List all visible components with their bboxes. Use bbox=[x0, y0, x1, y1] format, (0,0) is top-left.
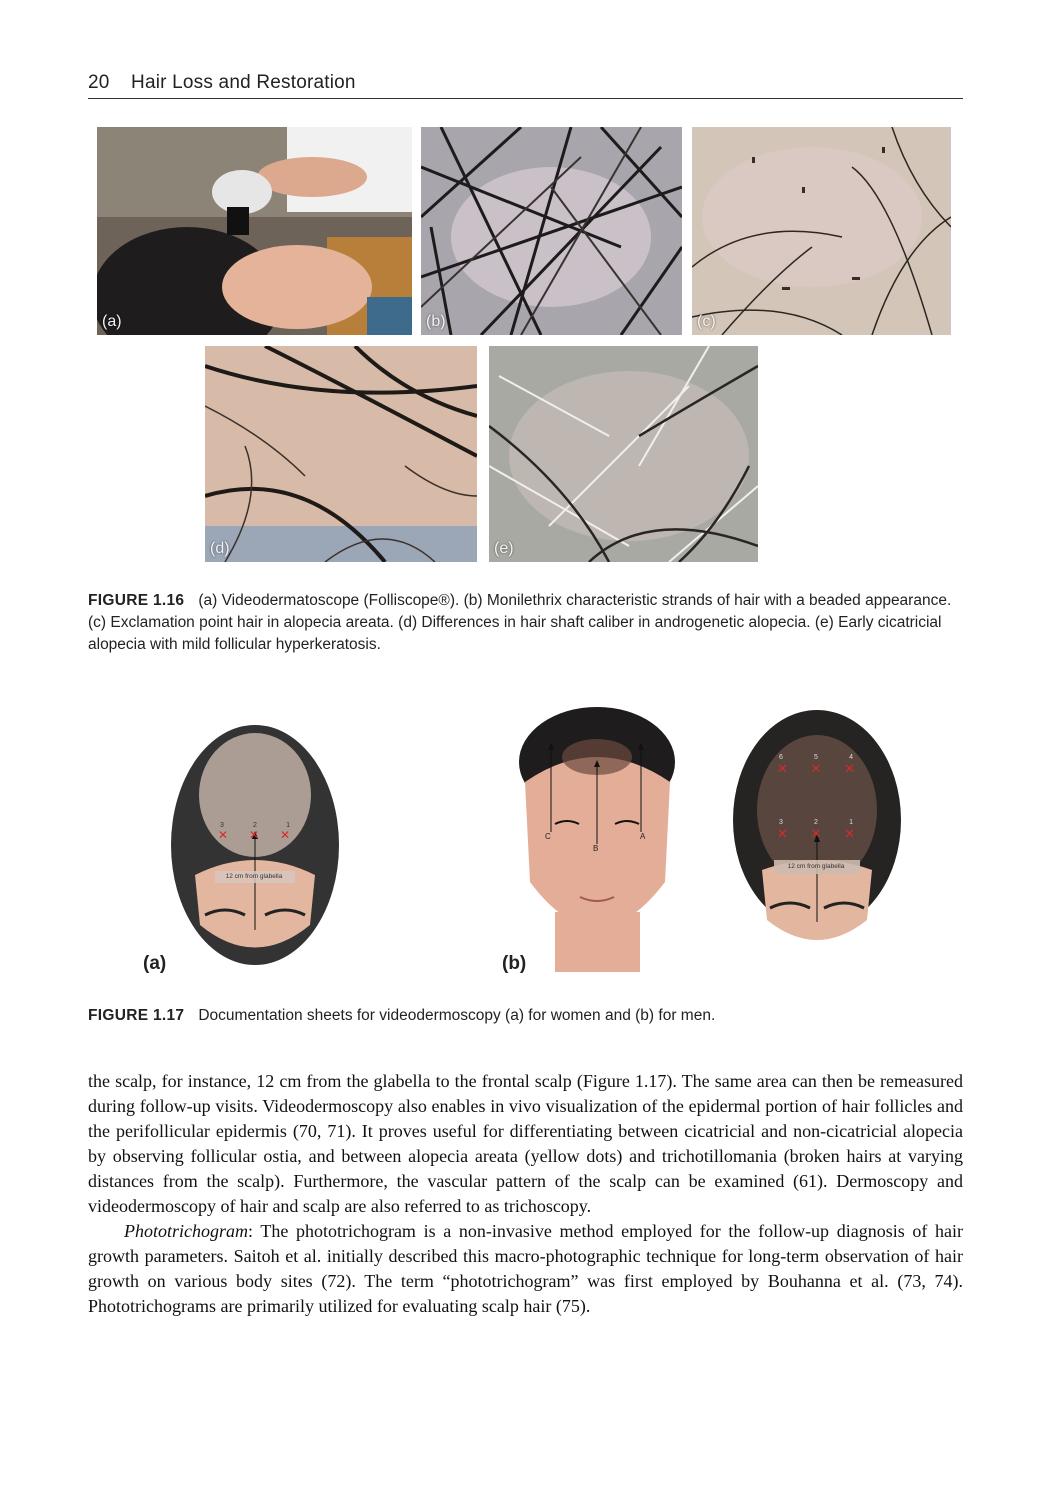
men-panel-label: (b) bbox=[502, 953, 527, 974]
mark-number: 3 bbox=[779, 819, 783, 826]
mark-number: 3 bbox=[220, 822, 224, 829]
lead-term: Phototrichogram bbox=[124, 1221, 248, 1241]
paragraph-text: : The phototrichogram is a non-invasive method employed for the follow-up diagnosis of hair growth parameters. Saitoh et al. initially described this macro-photographic technique for long-term observation of hair growth on various body sites (72). The term “phototrichogram” was first employed by Bouhanna et al. (73, 74). Phototrichograms are primarily utilized for evaluating scalp hair (75). bbox=[88, 1221, 963, 1316]
running-title: Hair Loss and Restoration bbox=[131, 72, 356, 93]
hair-shaft-caliber-photo bbox=[205, 346, 477, 562]
panel-label-d: (d) bbox=[210, 540, 230, 557]
women-measure-points bbox=[218, 828, 290, 842]
figure-label: FIGURE 1.16 bbox=[88, 592, 185, 609]
mark-number: 6 bbox=[779, 754, 783, 761]
figure-label: FIGURE 1.17 bbox=[88, 1007, 185, 1024]
cicatricial-alopecia-photo bbox=[489, 346, 758, 562]
panel-label-a: (a) bbox=[102, 313, 122, 330]
line-label-b: B bbox=[593, 844, 599, 853]
line-label-a: A bbox=[640, 832, 646, 841]
videodermatoscope-photo bbox=[97, 127, 412, 335]
men-row1-numbers bbox=[779, 754, 853, 761]
cross-mark-icon: ✕ bbox=[810, 826, 822, 841]
cross-mark-icon: ✕ bbox=[777, 826, 788, 841]
page-number: 20 bbox=[88, 72, 110, 93]
men-row2-numbers bbox=[779, 819, 853, 826]
cross-mark-icon: ✕ bbox=[248, 828, 260, 842]
men-measure-label: 12 cm from glabella bbox=[787, 863, 845, 870]
mark-number: 5 bbox=[814, 754, 818, 761]
women-panel-label: (a) bbox=[143, 953, 167, 974]
cross-mark-icon: ✕ bbox=[844, 826, 855, 841]
mark-number: 4 bbox=[849, 754, 853, 761]
cross-mark-icon: ✕ bbox=[279, 828, 290, 842]
mark-number: 2 bbox=[253, 822, 257, 829]
body-text bbox=[88, 1069, 963, 1319]
paragraph: the scalp, for instance, 12 cm from the glabella to the frontal scalp (Figure 1.17). The same area can then be remeasured during follow-up visits. Videodermoscopy also enables in vivo visualization of the epidermal portion of hair follicles and the perifollicular epidermis (70, 71). It proves useful for differentiating between cicatricial and non-cicatricial alopecia by observing follicular ostia, and between alopecia areata (yellow dots) and trichotillomania (broken hairs at varying distances from the scalp). Furthermore, the vascular pattern of the scalp can be examined (61). Dermoscopy and videodermoscopy of hair and scalp are also referred to as trichoscopy. bbox=[88, 1071, 963, 1216]
monilethrix-dermoscopy-photo bbox=[421, 127, 682, 335]
caption-text: Documentation sheets for videodermoscopy (a) for women and (b) for men. bbox=[198, 1007, 716, 1024]
mark-number: 1 bbox=[849, 819, 853, 826]
panel-label-e: (e) bbox=[494, 540, 514, 557]
mark-number: 1 bbox=[286, 822, 290, 829]
running-header bbox=[88, 72, 963, 94]
caption-text: (a) Videodermatoscope (Folliscope®). (b) Monilethrix characteristic strands of hair with a beaded appearance. (c) Exclamation point hair in alopecia areata. (d) Differences in hair shaft caliber in androgenetic alopecia. (e) Early cicatricial alopecia with mild follicular hyperkeratosis. bbox=[88, 592, 952, 653]
figure-1-16-caption bbox=[88, 590, 963, 656]
women-measure-label: 12 cm from glabella bbox=[225, 873, 283, 880]
men-row2-points bbox=[777, 826, 855, 842]
exclamation-point-hair-photo bbox=[692, 127, 951, 335]
men-row1-points bbox=[777, 761, 855, 777]
header-rule bbox=[88, 98, 963, 99]
cross-mark-icon: ✕ bbox=[218, 828, 229, 842]
paragraph bbox=[88, 1219, 963, 1319]
cross-mark-icon: ✕ bbox=[810, 761, 822, 776]
panel-label-c: (c) bbox=[697, 313, 716, 330]
panel-label-b: (b) bbox=[426, 313, 446, 330]
mark-number: 2 bbox=[814, 819, 818, 826]
cross-mark-icon: ✕ bbox=[844, 761, 855, 776]
men-face-diagram bbox=[515, 702, 680, 972]
figure-1-17-caption bbox=[88, 1005, 963, 1027]
line-label-c: C bbox=[545, 832, 551, 841]
cross-mark-icon: ✕ bbox=[777, 761, 788, 776]
